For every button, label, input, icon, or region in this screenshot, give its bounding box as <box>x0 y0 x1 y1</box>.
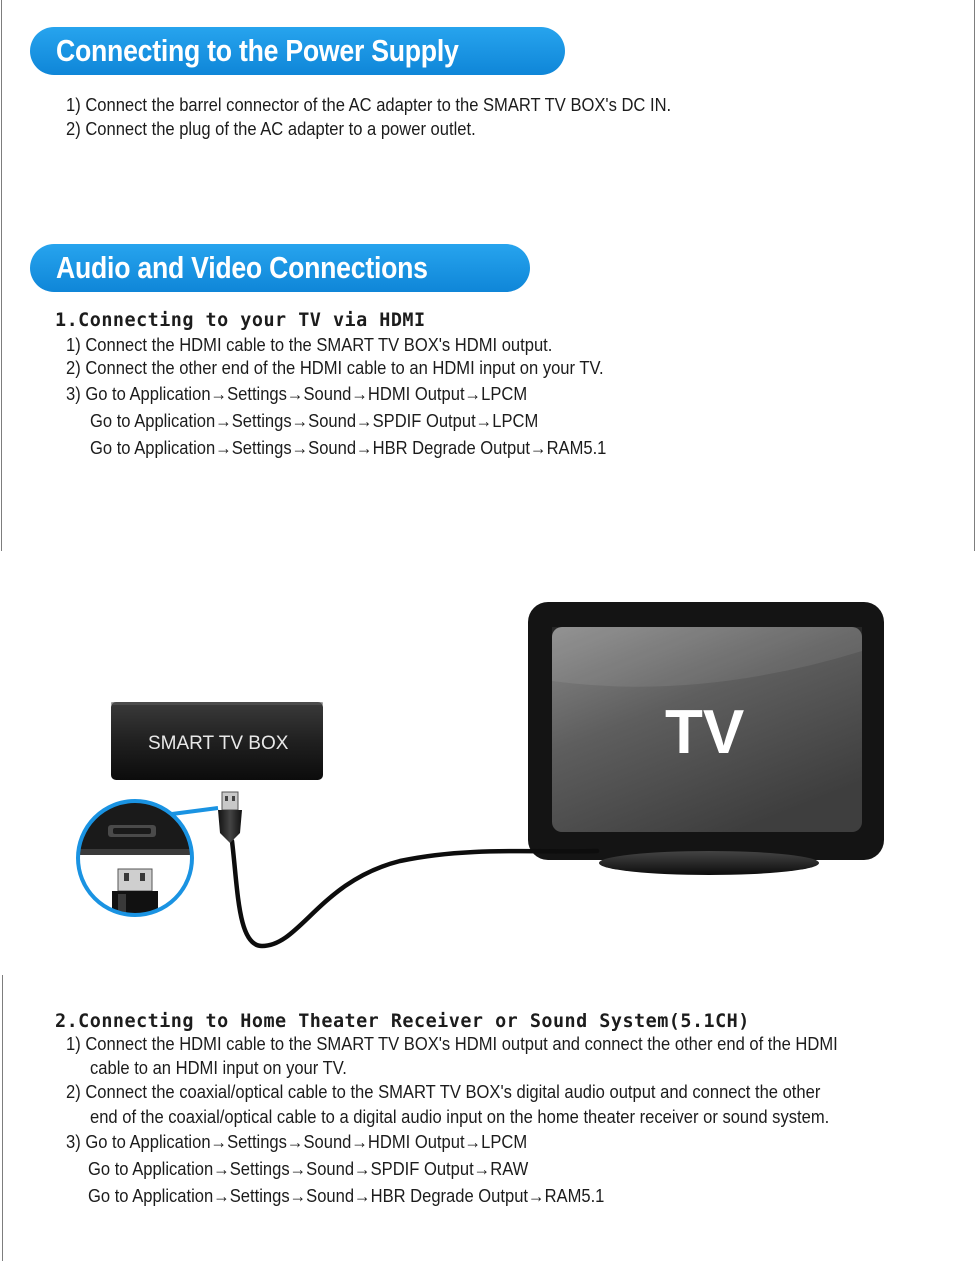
hdmi-step-1: 1) Connect the HDMI cable to the SMART TV BOX's HDMI output. <box>66 335 553 355</box>
hdmi-plug-icon <box>218 792 242 843</box>
smart-tv-box-label: SMART TV BOX <box>148 733 289 754</box>
hdmi-step-3b: Go to Application→Settings→Sound→SPDIF Output→LPCM <box>90 411 539 431</box>
power-step-2: 2) Connect the plug of the AC adapter to a power outlet. <box>66 119 476 139</box>
hdmi-heading: 1.Connecting to your TV via HDMI <box>55 309 426 331</box>
page-border-right-top <box>974 0 975 551</box>
ht-step-3c: Go to Application→Settings→Sound→HBR Degrade Output→RAM5.1 <box>88 1186 605 1206</box>
power-step-1: 1) Connect the barrel connector of the AC adapter to the SMART TV BOX's DC IN. <box>66 95 672 115</box>
page-border-left-bottom <box>2 975 3 1261</box>
tv-icon <box>528 602 884 875</box>
ht-step-2-cont: end of the coaxial/optical cable to a digital audio input on the home theater receiver or sound system. <box>90 1107 830 1127</box>
hdmi-step-3c: Go to Application→Settings→Sound→HBR Degrade Output→RAM5.1 <box>90 438 607 458</box>
connection-illustration <box>0 551 977 971</box>
section-title-av-text: Audio and Video Connections <box>56 250 428 285</box>
home-theater-heading: 2.Connecting to Home Theater Receiver or Sound System(5.1CH) <box>55 1010 750 1032</box>
section-title-av <box>30 244 530 292</box>
section-title-power <box>30 27 565 75</box>
ht-step-2: 2) Connect the coaxial/optical cable to the SMART TV BOX's digital audio output and connect the other <box>66 1082 821 1102</box>
smart-tv-box <box>111 702 323 780</box>
tv-label: TV <box>665 698 745 767</box>
section-title-power-text: Connecting to the Power Supply <box>56 33 459 68</box>
ht-step-3: 3) Go to Application→Settings→Sound→HDMI Output→LPCM <box>66 1132 528 1152</box>
hdmi-port-zoom-icon <box>70 796 218 934</box>
ht-step-1-cont: cable to an HDMI input on your TV. <box>90 1058 347 1078</box>
page-border-left-top <box>1 0 2 551</box>
ht-step-3b: Go to Application→Settings→Sound→SPDIF Output→RAW <box>88 1159 529 1179</box>
hdmi-step-3: 3) Go to Application→Settings→Sound→HDMI Output→LPCM <box>66 384 528 404</box>
hdmi-step-2: 2) Connect the other end of the HDMI cable to an HDMI input on your TV. <box>66 358 604 378</box>
ht-step-1: 1) Connect the HDMI cable to the SMART TV BOX's HDMI output and connect the other end of the HDMI <box>66 1034 838 1054</box>
